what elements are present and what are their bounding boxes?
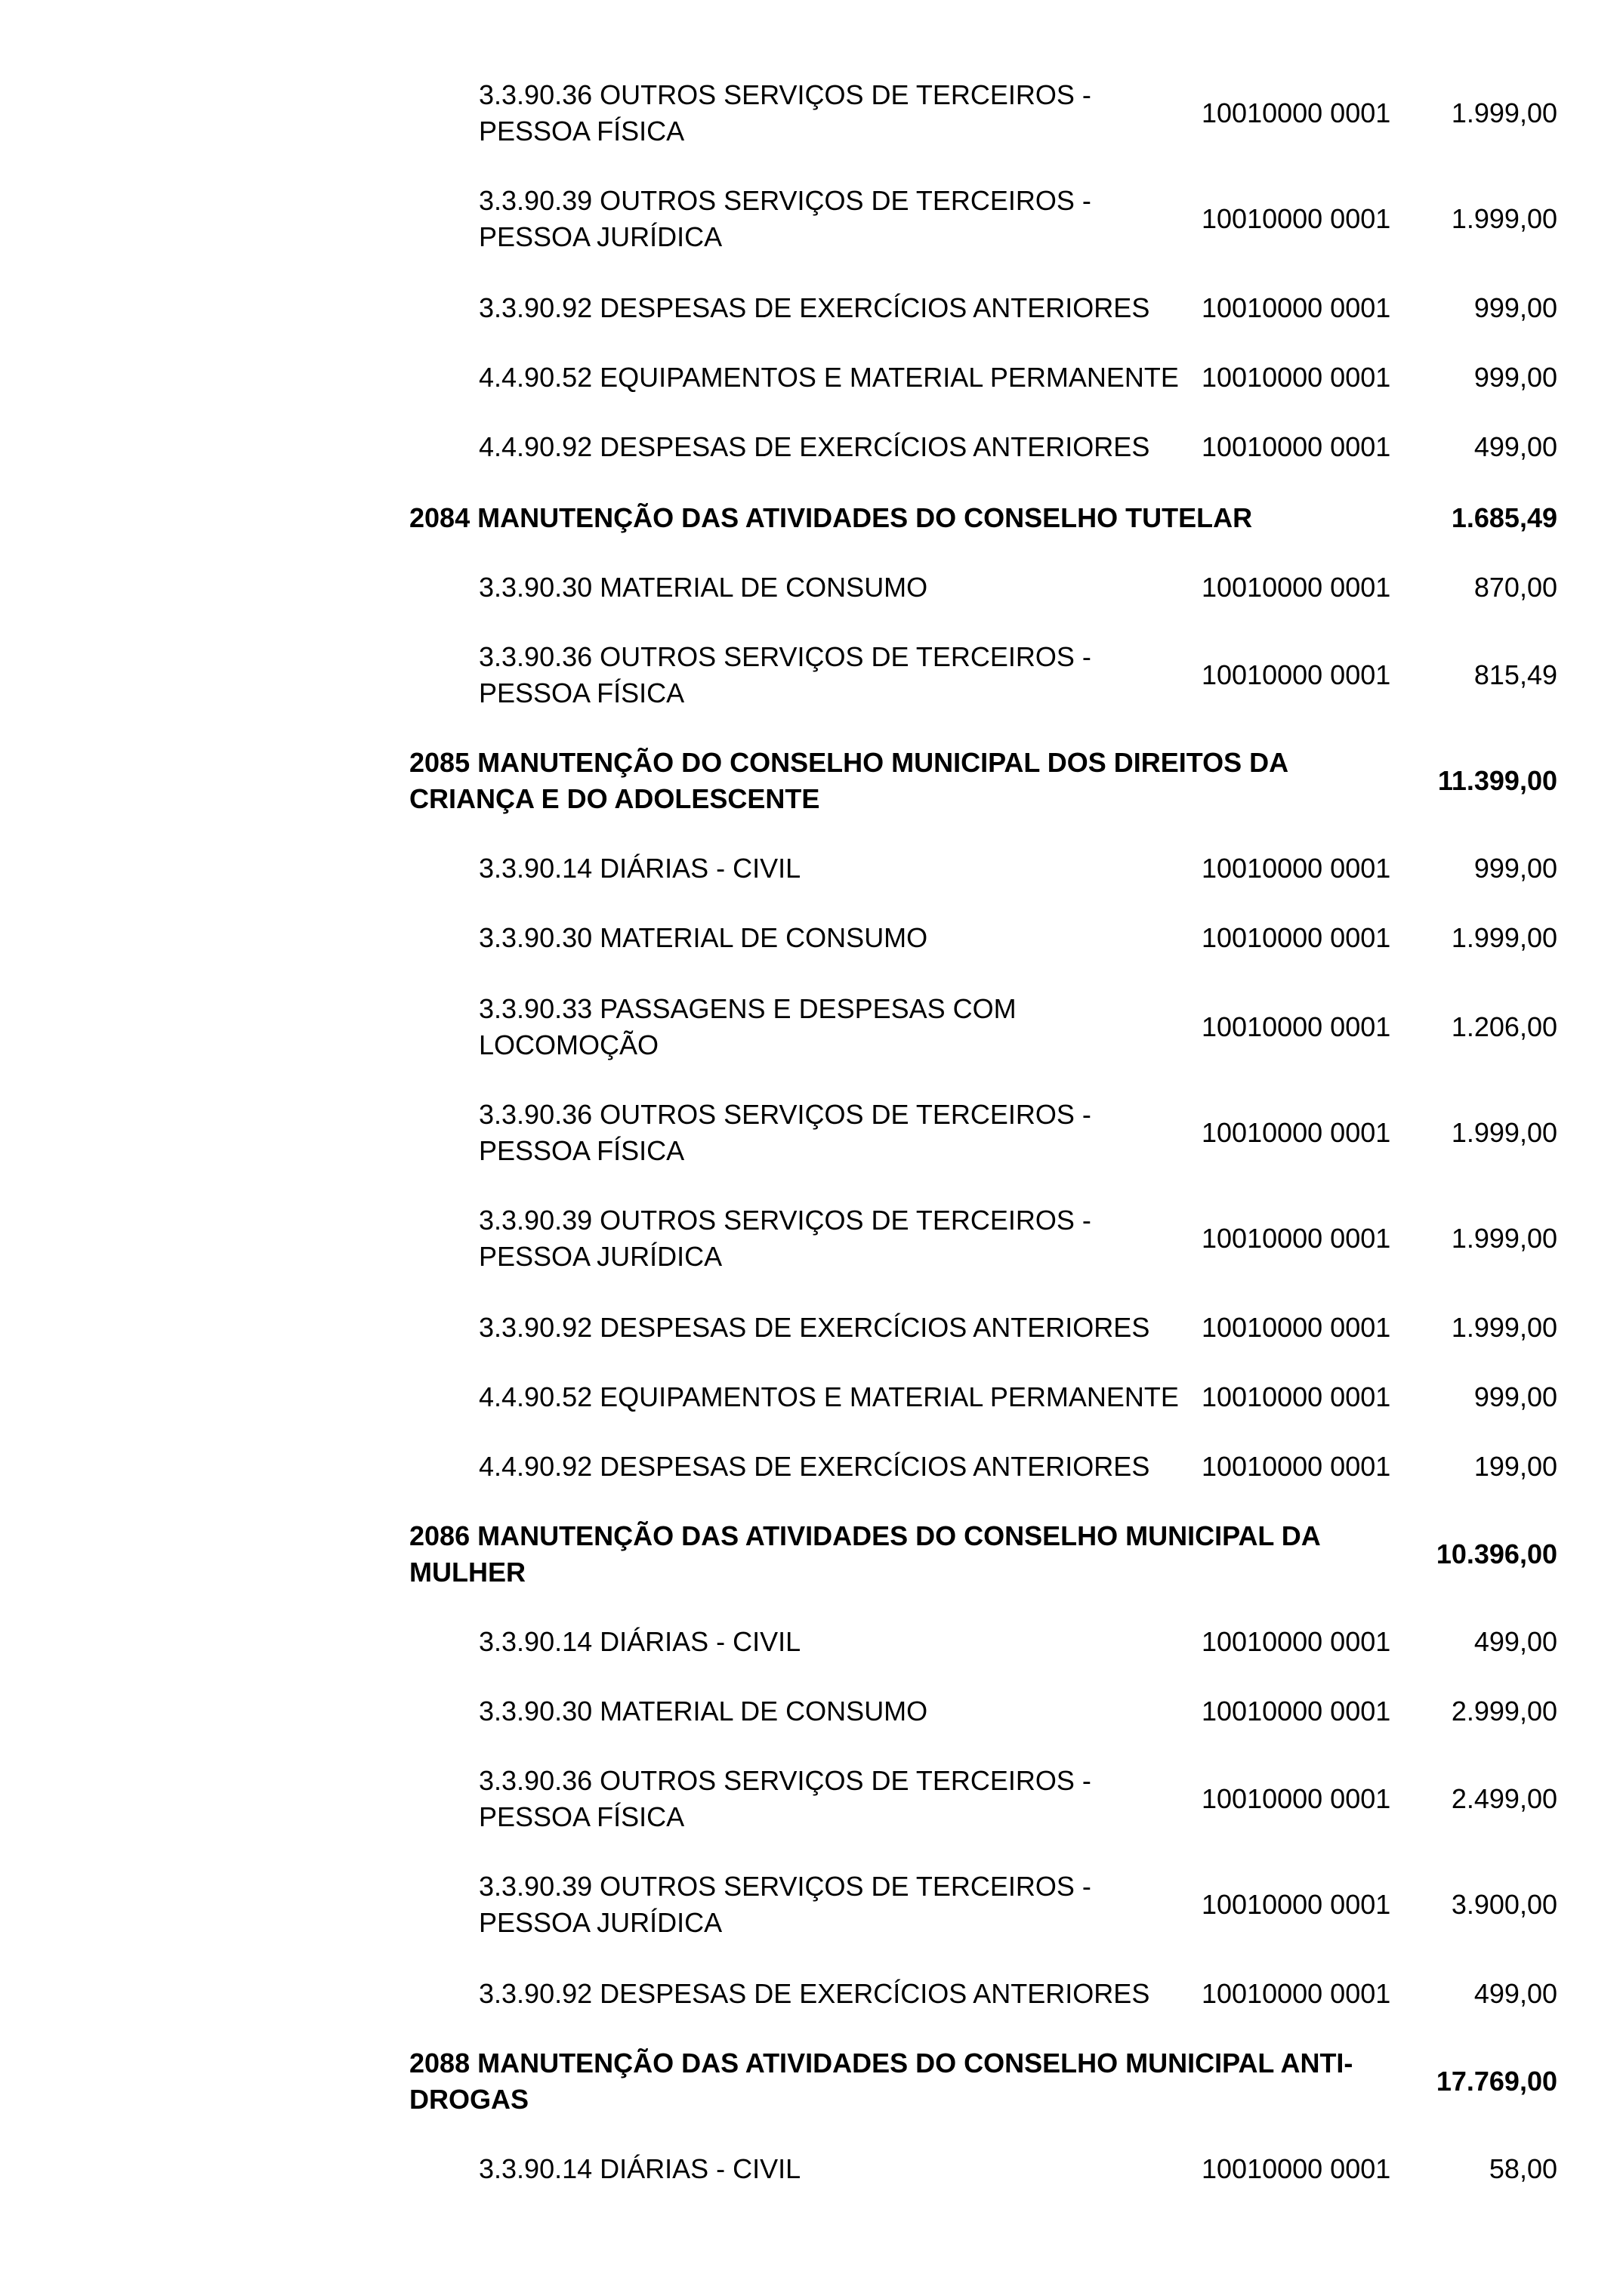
budget-item-row <box>0 1310 1623 1346</box>
expense-description: 3.3.90.39 OUTROS SERVIÇOS DE TERCEIROS - PESSOA JURÍDICA <box>479 1205 1091 1272</box>
expense-description: 3.3.90.30 MATERIAL DE CONSUMO <box>479 572 928 603</box>
budget-item-row <box>0 920 1623 956</box>
budget-item-row <box>0 569 1623 606</box>
expense-description: 4.4.90.92 DESPESAS DE EXERCÍCIOS ANTERIORES <box>479 1451 1150 1482</box>
budget-item-row <box>0 1976 1623 2012</box>
resource-source-code: 10010000 0001 <box>1202 1312 1391 1343</box>
resource-source-code: 10010000 0001 <box>1202 572 1391 603</box>
budget-action-row <box>0 2045 1623 2118</box>
expense-value: 1.999,00 <box>1451 203 1557 234</box>
expense-value: 199,00 <box>1473 1451 1557 1482</box>
resource-source-code: 10010000 0001 <box>1202 203 1391 234</box>
expense-description: 3.3.90.39 OUTROS SERVIÇOS DE TERCEIROS - PESSOA JURÍDICA <box>479 185 1091 252</box>
expense-description: 4.4.90.52 EQUIPAMENTOS E MATERIAL PERMANENTE <box>479 1381 1179 1412</box>
action-total: 1.685,49 <box>1451 502 1557 533</box>
expense-value: 58,00 <box>1489 2153 1557 2184</box>
resource-source-code: 10010000 0001 <box>1202 1223 1391 1254</box>
resource-source-code: 10010000 0001 <box>1202 97 1391 128</box>
resource-source-code: 10010000 0001 <box>1202 853 1391 884</box>
budget-action-row <box>0 745 1623 817</box>
action-title: 2085 MANUTENÇÃO DO CONSELHO MUNICIPAL DOS DIREITOS DA CRIANÇA E DO ADOLESCENTE <box>409 747 1288 814</box>
expense-value: 1.999,00 <box>1451 922 1557 953</box>
expense-value: 1.206,00 <box>1451 1011 1557 1042</box>
budget-item-row <box>0 1449 1623 1485</box>
resource-source-code: 10010000 0001 <box>1202 1117 1391 1148</box>
expense-description: 3.3.90.30 MATERIAL DE CONSUMO <box>479 922 928 953</box>
expense-value: 999,00 <box>1473 853 1557 884</box>
action-total: 11.399,00 <box>1437 765 1557 796</box>
resource-source-code: 10010000 0001 <box>1202 1889 1391 1920</box>
expense-description: 3.3.90.36 OUTROS SERVIÇOS DE TERCEIROS - PESSOA FÍSICA <box>479 1765 1091 1832</box>
expense-description: 3.3.90.92 DESPESAS DE EXERCÍCIOS ANTERIORES <box>479 292 1150 323</box>
action-total: 17.769,00 <box>1436 2066 1557 2097</box>
budget-item-row <box>0 1763 1623 1835</box>
budget-item-row <box>0 1097 1623 1169</box>
expense-value: 499,00 <box>1473 1626 1557 1657</box>
expense-value: 499,00 <box>1473 1978 1557 2009</box>
budget-item-row <box>0 290 1623 326</box>
expense-description: 3.3.90.14 DIÁRIAS - CIVIL <box>479 853 801 884</box>
expense-value: 1.999,00 <box>1451 1117 1557 1148</box>
resource-source-code: 10010000 0001 <box>1202 362 1391 393</box>
resource-source-code: 10010000 0001 <box>1202 659 1391 690</box>
expense-description: 4.4.90.52 EQUIPAMENTOS E MATERIAL PERMANENTE <box>479 362 1179 393</box>
budget-item-row <box>0 1693 1623 1730</box>
expense-value: 815,49 <box>1473 659 1557 690</box>
budget-item-row <box>0 183 1623 255</box>
resource-source-code: 10010000 0001 <box>1202 2153 1391 2184</box>
expense-description: 3.3.90.14 DIÁRIAS - CIVIL <box>479 2153 801 2184</box>
expense-value: 3.900,00 <box>1451 1889 1557 1920</box>
budget-item-row <box>0 1624 1623 1660</box>
expense-description: 3.3.90.92 DESPESAS DE EXERCÍCIOS ANTERIORES <box>479 1312 1150 1343</box>
budget-item-row <box>0 2151 1623 2187</box>
resource-source-code: 10010000 0001 <box>1202 1783 1391 1814</box>
budget-item-row <box>0 1869 1623 1941</box>
expense-value: 499,00 <box>1473 431 1557 462</box>
resource-source-code: 10010000 0001 <box>1202 1978 1391 2009</box>
expense-value: 2.999,00 <box>1451 1696 1557 1727</box>
budget-item-row <box>0 850 1623 887</box>
expense-description: 3.3.90.92 DESPESAS DE EXERCÍCIOS ANTERIORES <box>479 1978 1150 2009</box>
budget-action-row <box>0 1518 1623 1591</box>
budget-item-row <box>0 429 1623 465</box>
resource-source-code: 10010000 0001 <box>1202 922 1391 953</box>
budget-item-row <box>0 991 1623 1063</box>
expense-description: 3.3.90.36 OUTROS SERVIÇOS DE TERCEIROS - PESSOA FÍSICA <box>479 641 1091 708</box>
expense-description: 3.3.90.33 PASSAGENS E DESPESAS COM LOCOMOÇÃO <box>479 993 1017 1060</box>
budget-item-row <box>0 1379 1623 1415</box>
budget-item-row <box>0 360 1623 396</box>
resource-source-code: 10010000 0001 <box>1202 1011 1391 1042</box>
action-title: 2084 MANUTENÇÃO DAS ATIVIDADES DO CONSELHO TUTELAR <box>409 502 1253 533</box>
action-total: 10.396,00 <box>1436 1538 1557 1569</box>
budget-item-row <box>0 1202 1623 1275</box>
budget-action-row <box>0 500 1623 536</box>
expense-value: 1.999,00 <box>1451 1223 1557 1254</box>
resource-source-code: 10010000 0001 <box>1202 1626 1391 1657</box>
resource-source-code: 10010000 0001 <box>1202 292 1391 323</box>
resource-source-code: 10010000 0001 <box>1202 431 1391 462</box>
budget-item-row <box>0 639 1623 711</box>
expense-value: 870,00 <box>1473 572 1557 603</box>
expense-description: 3.3.90.36 OUTROS SERVIÇOS DE TERCEIROS - PESSOA FÍSICA <box>479 1099 1091 1166</box>
expense-value: 2.499,00 <box>1451 1783 1557 1814</box>
expense-value: 1.999,00 <box>1451 97 1557 128</box>
expense-description: 3.3.90.36 OUTROS SERVIÇOS DE TERCEIROS - PESSOA FÍSICA <box>479 79 1091 147</box>
resource-source-code: 10010000 0001 <box>1202 1696 1391 1727</box>
expense-value: 1.999,00 <box>1451 1312 1557 1343</box>
expense-description: 4.4.90.92 DESPESAS DE EXERCÍCIOS ANTERIORES <box>479 431 1150 462</box>
expense-value: 999,00 <box>1473 362 1557 393</box>
expense-description: 3.3.90.30 MATERIAL DE CONSUMO <box>479 1696 928 1727</box>
expense-description: 3.3.90.14 DIÁRIAS - CIVIL <box>479 1626 801 1657</box>
expense-value: 999,00 <box>1473 1381 1557 1412</box>
action-title: 2086 MANUTENÇÃO DAS ATIVIDADES DO CONSELHO MUNICIPAL DA MULHER <box>409 1520 1320 1588</box>
expense-description: 3.3.90.39 OUTROS SERVIÇOS DE TERCEIROS - PESSOA JURÍDICA <box>479 1871 1091 1938</box>
budget-item-row <box>0 77 1623 150</box>
resource-source-code: 10010000 0001 <box>1202 1381 1391 1412</box>
resource-source-code: 10010000 0001 <box>1202 1451 1391 1482</box>
expense-value: 999,00 <box>1473 292 1557 323</box>
action-title: 2088 MANUTENÇÃO DAS ATIVIDADES DO CONSELHO MUNICIPAL ANTI-DROGAS <box>409 2048 1353 2115</box>
